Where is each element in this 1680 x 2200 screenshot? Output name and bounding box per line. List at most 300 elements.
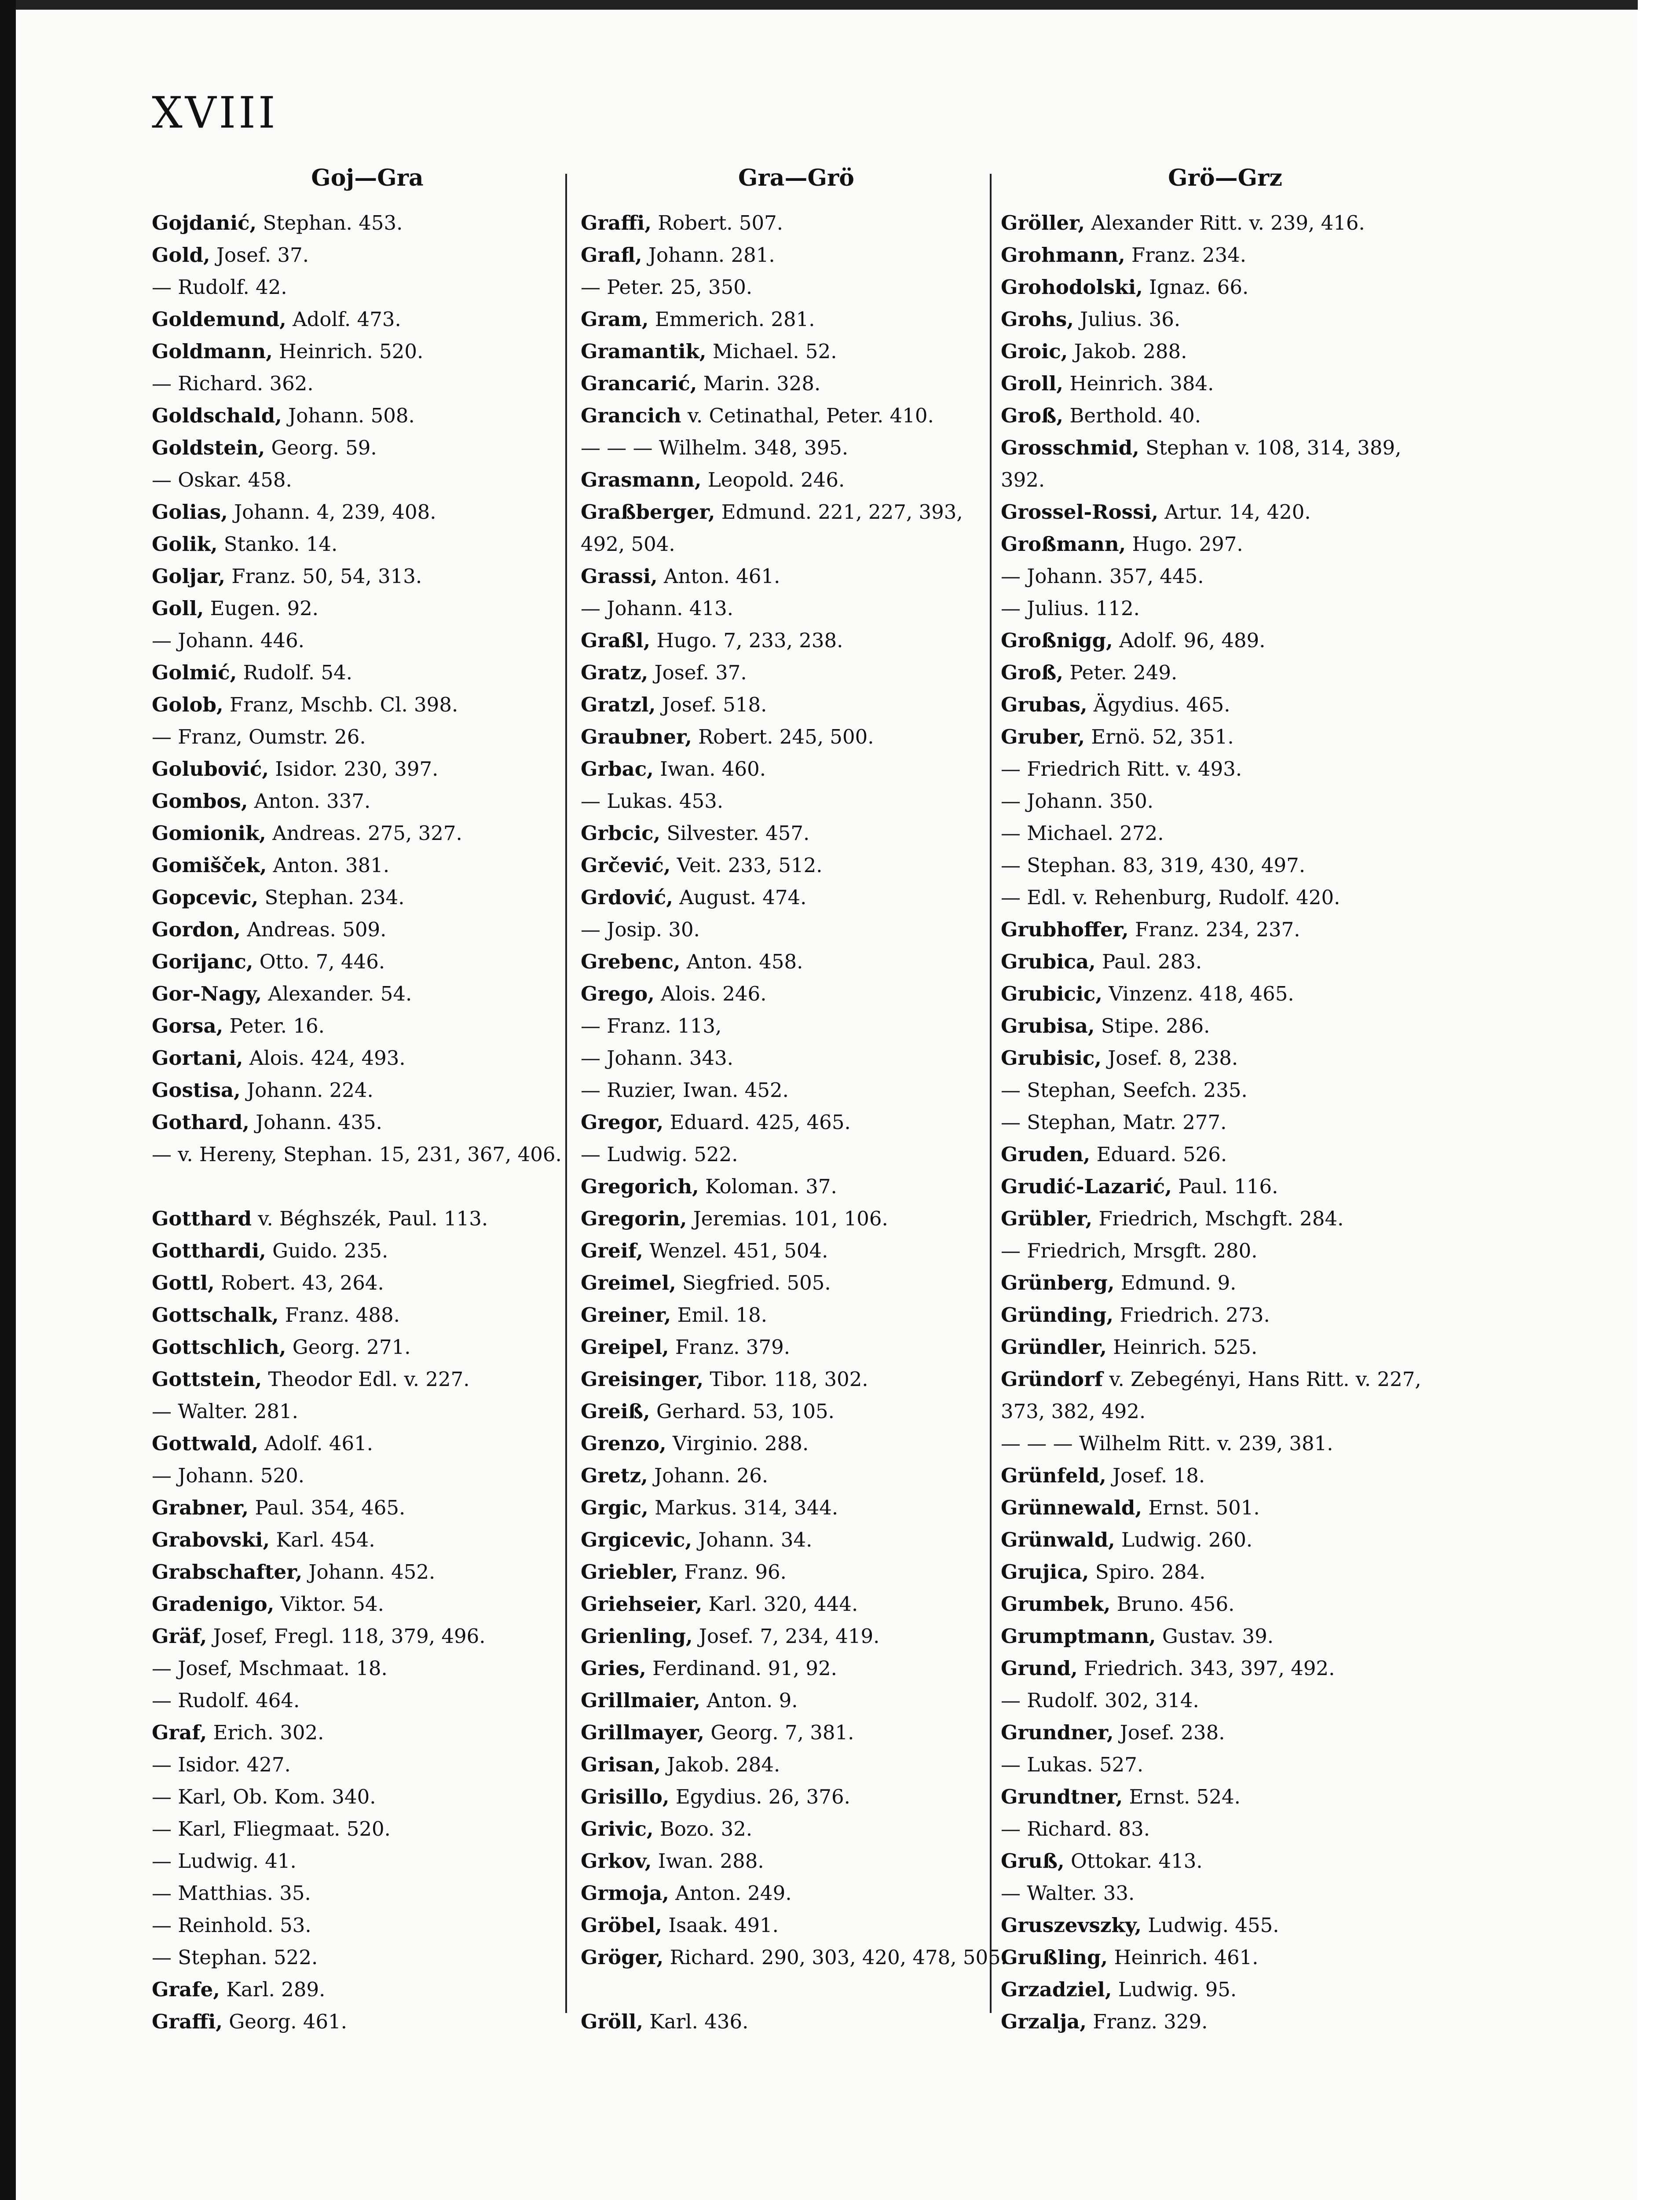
index-entry [581, 1845, 1012, 1877]
entry-details: Karl. 454. [270, 1528, 375, 1551]
entry-name: Golik, [152, 532, 218, 556]
entry-name: Grundtner, [1001, 1785, 1123, 1808]
entry-details: — — — Wilhelm. 348, 395. [581, 436, 849, 459]
index-entry [581, 1106, 1012, 1138]
index-entry [581, 1909, 1012, 1941]
index-entry [152, 785, 583, 817]
index-entry [1001, 271, 1449, 303]
entry-name: Grubisa, [1001, 1014, 1095, 1038]
entry-name: Gräf, [152, 1624, 207, 1648]
entry-details: — Karl, Ob. Kom. 340. [152, 1785, 376, 1808]
index-entry [581, 913, 1012, 946]
entry-details: Josef. 8, 238. [1101, 1046, 1238, 1070]
index-entry [152, 881, 583, 913]
entry-details: Ludwig. 95. [1112, 1978, 1237, 2001]
entry-details: Josef. 37. [648, 661, 747, 684]
entry-details: Jeremias. 101, 106. [687, 1207, 888, 1230]
entry-details: — Rudolf. 302, 314. [1001, 1689, 1199, 1712]
index-entry [581, 689, 1012, 721]
entry-details: Viktor. 54. [274, 1592, 384, 1616]
index-entry [152, 1588, 583, 1620]
entry-details: Ernst. 524. [1123, 1785, 1241, 1808]
entry-details: v. Cetinathal, Peter. 410. [681, 404, 934, 427]
index-entry [1001, 1684, 1449, 1716]
entry-name: Grubica, [1001, 950, 1096, 973]
entry-name: Greipel, [581, 1335, 669, 1359]
index-entry [1001, 946, 1449, 978]
entry-details: — Johann. 357, 445. [1001, 565, 1204, 588]
index-entry [1001, 1652, 1449, 1684]
entry-details: Eduard. 425, 465. [663, 1111, 851, 1134]
index-entry [1001, 1267, 1449, 1299]
entry-name: Grabovski, [152, 1528, 270, 1551]
index-entry [581, 1235, 1012, 1267]
entry-name: Griehseier, [581, 1592, 703, 1616]
entry-details: Edmund. 221, 227, 393, 492, 504. [581, 500, 963, 556]
index-entry [152, 1716, 583, 1749]
entry-name: Gruß, [1001, 1849, 1065, 1873]
index-entry [152, 1684, 583, 1716]
index-entry [581, 1363, 1012, 1395]
index-entry [1001, 239, 1449, 271]
entry-details: Alexander Ritt. v. 239, 416. [1085, 211, 1365, 235]
entry-details: Spiro. 284. [1089, 1560, 1206, 1584]
index-entry [1001, 1524, 1449, 1556]
entry-details: Anton. 249. [669, 1881, 792, 1905]
index-entry [152, 1620, 583, 1652]
index-entry [152, 1556, 583, 1588]
entry-name: Gruden, [1001, 1143, 1091, 1166]
entry-details: — Johann. 350. [1001, 789, 1154, 813]
entry-details: Gerhard. 53, 105. [650, 1400, 835, 1423]
index-entry [1001, 1427, 1449, 1459]
entry-name: Graubner, [581, 725, 692, 748]
entry-details: — Franz. 113, [581, 1014, 722, 1038]
entry-details: Ernö. 52, 351. [1085, 725, 1234, 748]
index-entry [152, 432, 583, 464]
index-entry [152, 1010, 583, 1042]
entry-name: Gopcevic, [152, 886, 259, 909]
entry-name: Grassi, [581, 565, 658, 588]
index-entry [152, 1877, 583, 1909]
index-entry [581, 721, 1012, 753]
entry-details: Josef. 37. [210, 243, 309, 267]
index-entry [152, 303, 583, 335]
entry-details: Johann. 281. [642, 243, 775, 267]
entry-details: Franz, Mschb. Cl. 398. [223, 693, 458, 716]
index-entry [152, 367, 583, 400]
entry-details: Anton. 461. [657, 565, 780, 588]
entry-details: Friedrich. 343, 397, 492. [1077, 1657, 1335, 1680]
index-entry [152, 1524, 583, 1556]
index-entry [581, 624, 1012, 656]
entry-details: Georg. 7, 381. [704, 1721, 854, 1744]
entry-details: Isidor. 230, 397. [269, 757, 439, 781]
entry-details: Heinrich. 461. [1108, 1946, 1259, 1969]
entry-details: Stephan. 453. [256, 211, 403, 235]
entry-name: Gostisa, [152, 1078, 241, 1102]
index-entry [1001, 1363, 1449, 1427]
index-entry [1001, 913, 1449, 946]
entry-name: Gröll, [581, 2010, 644, 2033]
index-entry [152, 721, 583, 753]
entry-details: Franz. 379. [669, 1335, 791, 1359]
entry-details: Virginio. 288. [666, 1432, 809, 1455]
entry-details: Adolf. 96, 489. [1113, 629, 1266, 652]
entry-details: August. 474. [673, 886, 807, 909]
entry-name: Groß, [1001, 661, 1064, 684]
entry-name: Gold, [152, 243, 210, 267]
index-entry [1001, 528, 1449, 560]
entry-details: Stipe. 286. [1094, 1014, 1210, 1038]
entry-details: Johann. 452. [302, 1560, 436, 1584]
index-entry [581, 367, 1012, 400]
entry-name: Grabschafter, [152, 1560, 303, 1584]
entry-details: Georg. 461. [223, 2010, 348, 2033]
entry-name: Grkov, [581, 1849, 652, 1873]
entry-details: Friedrich. 273. [1113, 1303, 1270, 1327]
entry-name: Grafe, [152, 1978, 220, 2001]
entry-name: Gomišček, [152, 854, 267, 877]
index-entry [1001, 560, 1449, 592]
entry-list [152, 207, 583, 2038]
entry-name: Goldschald, [152, 404, 282, 427]
entry-details: Johann. 26. [648, 1464, 769, 1487]
index-entry [1001, 1010, 1449, 1042]
index-entry [581, 432, 1012, 464]
index-entry [581, 1042, 1012, 1074]
column-heading: Goj—Gra [311, 165, 424, 191]
entry-details: Franz. 234. [1125, 243, 1247, 267]
index-entry [152, 528, 583, 560]
entry-name: Groll, [1001, 372, 1064, 395]
entry-details: Tibor. 118, 302. [703, 1368, 868, 1391]
entry-details: — Matthias. 35. [152, 1881, 311, 1905]
index-entry [152, 271, 583, 303]
entry-name: Goldmann, [152, 340, 273, 363]
index-entry [152, 592, 583, 624]
entry-name: Gorsa, [152, 1014, 223, 1038]
index-entry [581, 1524, 1012, 1556]
entry-name: Gombos, [152, 789, 248, 813]
entry-details: Josef. 518. [655, 693, 767, 716]
entry-details: Alexander. 54. [262, 982, 412, 1005]
index-entry [1001, 1588, 1449, 1620]
entry-details: — Ludwig. 522. [581, 1143, 738, 1166]
index-entry [152, 1267, 583, 1299]
entry-details: Paul. 354, 465. [249, 1496, 406, 1519]
entry-details: — Rudolf. 464. [152, 1689, 300, 1712]
entry-details: Franz. 234, 237. [1128, 918, 1300, 941]
index-entry [152, 464, 583, 496]
entry-name: Grossel-Rossi, [1001, 500, 1159, 524]
entry-name: Gottstein, [152, 1368, 262, 1391]
entry-details: Johann. 435. [249, 1111, 382, 1134]
entry-name: Grünwald, [1001, 1528, 1115, 1551]
entry-details: Julius. 36. [1073, 308, 1181, 331]
index-entry [1001, 1973, 1449, 2006]
index-entry [581, 1492, 1012, 1524]
entry-details: Stephan. 234. [258, 886, 405, 909]
entry-name: Grubas, [1001, 693, 1087, 716]
index-entry [1001, 1074, 1449, 1106]
entry-name: Gomionik, [152, 821, 266, 845]
entry-name: Gruber, [1001, 725, 1085, 748]
column-heading: Gra—Grö [738, 165, 854, 191]
entry-details: v. Béghszék, Paul. 113. [252, 1207, 488, 1230]
index-entry [581, 1556, 1012, 1588]
index-entry [1001, 881, 1449, 913]
entry-name: Grego, [581, 982, 655, 1005]
index-entry [581, 207, 1012, 239]
entry-name: Goll, [152, 597, 204, 620]
entry-name: Grillmaier, [581, 1689, 701, 1712]
entry-details: — — — Wilhelm Ritt. v. 239, 381. [1001, 1432, 1333, 1455]
index-entry [1001, 303, 1449, 335]
entry-details: Karl. 436. [643, 2010, 749, 2033]
entry-details: Karl. 289. [220, 1978, 326, 2001]
entry-name: Gröger, [581, 1946, 664, 1969]
index-entry [581, 271, 1012, 303]
index-column-1 [152, 158, 583, 2038]
entry-details: Georg. 59. [265, 436, 377, 459]
entry-name: Grumbek, [1001, 1592, 1111, 1616]
entry-details: Paul. 116. [1171, 1175, 1278, 1198]
index-entry [152, 849, 583, 881]
entry-details: — Stephan. 522. [152, 1946, 318, 1969]
entry-details: Josef, Fregl. 118, 379, 496. [207, 1624, 486, 1648]
entry-name: Golob, [152, 693, 223, 716]
index-column-2 [581, 158, 1012, 2038]
entry-name: Grisan, [581, 1753, 661, 1776]
entry-details: Ferdinand. 91, 92. [646, 1657, 837, 1680]
index-entry [581, 1781, 1012, 1813]
entry-details: — Johann. 413. [581, 597, 734, 620]
entry-name: Gregorin, [581, 1207, 687, 1230]
entry-name: Gotthard [152, 1207, 252, 1230]
entry-name: Grmoja, [581, 1881, 669, 1905]
index-entry [581, 946, 1012, 978]
entry-name: Grubhoffer, [1001, 918, 1129, 941]
entry-name: Gratz, [581, 661, 648, 684]
index-entry [1001, 432, 1449, 496]
entry-details: Isaak. 491. [662, 1914, 779, 1937]
entry-name: Gründler, [1001, 1335, 1107, 1359]
entry-details: — Richard. 362. [152, 372, 314, 395]
index-entry [1001, 1299, 1449, 1331]
entry-name: Grzalja, [1001, 2010, 1087, 2033]
index-entry [1001, 1749, 1449, 1781]
index-entry [1001, 1331, 1449, 1363]
entry-name: Grivic, [581, 1817, 654, 1841]
entry-name: Grubicic, [1001, 982, 1102, 1005]
index-entry [1001, 1556, 1449, 1588]
index-entry [152, 207, 583, 239]
entry-name: Grancich [581, 404, 681, 427]
page-number: XVIII [152, 88, 278, 138]
entry-name: Grohmann, [1001, 243, 1125, 267]
entry-details: Georg. 271. [286, 1335, 411, 1359]
index-entry [152, 1973, 583, 2006]
entry-name: Grubisic, [1001, 1046, 1102, 1070]
entry-name: Grünnewald, [1001, 1496, 1142, 1519]
entry-name: Groic, [1001, 340, 1068, 363]
entry-details: Alois. 246. [654, 982, 767, 1005]
entry-details: — Lukas. 527. [1001, 1753, 1144, 1776]
entry-name: Grünberg, [1001, 1271, 1115, 1294]
entry-name: Graßberger, [581, 500, 715, 524]
entry-details: — Rudolf. 42. [152, 275, 287, 299]
entry-details: — Ruzier, Iwan. 452. [581, 1078, 789, 1102]
index-entry [581, 1877, 1012, 1909]
entry-details: Siegfried. 505. [676, 1271, 831, 1294]
index-entry [152, 1652, 583, 1684]
index-entry [152, 946, 583, 978]
index-entry [1001, 1845, 1449, 1877]
index-entry [1001, 400, 1449, 432]
index-entry [1001, 2006, 1449, 2038]
index-entry [581, 785, 1012, 817]
index-entry [152, 656, 583, 689]
entry-name: Gramantik, [581, 340, 706, 363]
entry-details: Franz. 329. [1087, 2010, 1208, 2033]
entry-name: Gojdanić, [152, 211, 257, 235]
entry-details: Heinrich. 520. [272, 340, 424, 363]
index-entry [1001, 721, 1449, 753]
index-entry [152, 1203, 583, 1235]
entry-list [581, 207, 1012, 2038]
entry-name: Grienling, [581, 1624, 693, 1648]
entry-name: Grisillo, [581, 1785, 670, 1808]
index-entry [1001, 1813, 1449, 1845]
entry-details: Vinzenz. 418, 465. [1102, 982, 1294, 1005]
entry-details: Ludwig. 455. [1142, 1914, 1279, 1937]
entry-details: — Franz, Oumstr. 26. [152, 725, 366, 748]
index-entry [581, 1813, 1012, 1845]
entry-name: Gottschalk, [152, 1303, 279, 1327]
entry-name: Grancarić, [581, 372, 697, 395]
entry-details: — Walter. 281. [152, 1400, 298, 1423]
entry-list [1001, 207, 1449, 2038]
entry-name: Gröbel, [581, 1914, 662, 1937]
index-entry [152, 689, 583, 721]
entry-details: Marin. 328. [697, 372, 821, 395]
entry-name: Grgicevic, [581, 1528, 692, 1551]
entry-details: Bruno. 456. [1110, 1592, 1235, 1616]
entry-details: Josef. 7, 234, 419. [692, 1624, 880, 1648]
entry-details: Edmund. 9. [1114, 1271, 1237, 1294]
entry-name: Gotthardi, [152, 1239, 266, 1262]
index-entry [1001, 1235, 1449, 1267]
entry-name: Greiß, [581, 1400, 650, 1423]
entry-details: Hugo. 7, 233, 238. [650, 629, 843, 652]
entry-details: Ägydius. 465. [1087, 693, 1230, 716]
entry-details: Richard. 290, 303, 420, 478, 505. [663, 1946, 1007, 1969]
index-entry [581, 978, 1012, 1010]
entry-name: Goljar, [152, 565, 226, 588]
entry-name: Greif, [581, 1239, 643, 1262]
entry-name: Gründorf [1001, 1368, 1103, 1391]
entry-details: Anton. 381. [267, 854, 390, 877]
entry-details: — Lukas. 453. [581, 789, 724, 813]
entry-details: Eduard. 526. [1090, 1143, 1227, 1166]
entry-details: Ernst. 501. [1142, 1496, 1260, 1519]
index-entry [581, 1941, 1012, 2006]
entry-name: Grund, [1001, 1657, 1078, 1680]
index-entry [1001, 656, 1449, 689]
entry-name: Greiner, [581, 1303, 671, 1327]
index-entry [152, 1941, 583, 1973]
entry-name: Grafl, [581, 243, 642, 267]
entry-name: Golubović, [152, 757, 269, 781]
index-entry [1001, 367, 1449, 400]
entry-details: — Isidor. 427. [152, 1753, 291, 1776]
entry-details: Ottokar. 413. [1064, 1849, 1203, 1873]
entry-details: Johann. 508. [282, 404, 415, 427]
index-entry [152, 624, 583, 656]
entry-details: Markus. 314, 344. [648, 1496, 838, 1519]
index-entry [1001, 785, 1449, 817]
index-entry [581, 335, 1012, 367]
index-entry [152, 1459, 583, 1492]
entry-details: — v. Hereny, Stephan. 15, 231, 367, 406. [152, 1143, 562, 1166]
entry-details: — Edl. v. Rehenburg, Rudolf. 420. [1001, 886, 1340, 909]
entry-name: Griebler, [581, 1560, 678, 1584]
index-entry [1001, 1170, 1449, 1203]
index-entry [1001, 1941, 1449, 1973]
entry-details: — Julius. 112. [1001, 597, 1140, 620]
index-entry [152, 1074, 583, 1106]
entry-name: Gottwald, [152, 1432, 259, 1455]
scan-left-edge [0, 0, 16, 2200]
entry-details: Josef. 238. [1113, 1721, 1225, 1744]
index-entry [581, 2006, 1012, 2038]
entry-details: Gustav. 39. [1156, 1624, 1274, 1648]
entry-name: Greisinger, [581, 1368, 704, 1391]
entry-details: — Josef, Mschmaat. 18. [152, 1657, 388, 1680]
index-entry [581, 592, 1012, 624]
entry-details: Andreas. 509. [241, 918, 387, 941]
entry-details: Johann. 4, 239, 408. [227, 500, 436, 524]
index-entry [581, 1749, 1012, 1781]
entry-name: Grbcic, [581, 821, 661, 845]
entry-details: Franz. 488. [278, 1303, 400, 1327]
entry-details: Adolf. 461. [258, 1432, 373, 1455]
index-entry [152, 2006, 583, 2038]
index-entry [581, 1588, 1012, 1620]
entry-name: Grasmann, [581, 468, 702, 491]
entry-name: Gortani, [152, 1046, 243, 1070]
entry-name: Gruszevszky, [1001, 1914, 1142, 1937]
entry-name: Gram, [581, 308, 649, 331]
entry-details: Franz. 50, 54, 313. [225, 565, 422, 588]
index-entry [152, 1845, 583, 1877]
index-entry [1001, 817, 1449, 849]
entry-details: — Ludwig. 41. [152, 1849, 296, 1873]
entry-details: — Friedrich Ritt. v. 493. [1001, 757, 1242, 781]
entry-name: Grzadziel, [1001, 1978, 1112, 2001]
index-entry [581, 1299, 1012, 1331]
index-entry [152, 1235, 583, 1267]
entry-details: Stanko. 14. [217, 532, 338, 556]
entry-name: Grudić-Lazarić, [1001, 1175, 1172, 1198]
index-entry [152, 1909, 583, 1941]
index-entry [1001, 624, 1449, 656]
entry-name: Gradenigo, [152, 1592, 275, 1616]
index-entry [1001, 753, 1449, 785]
entry-details: — Richard. 83. [1001, 1817, 1150, 1841]
entry-details: Berthold. 40. [1063, 404, 1201, 427]
